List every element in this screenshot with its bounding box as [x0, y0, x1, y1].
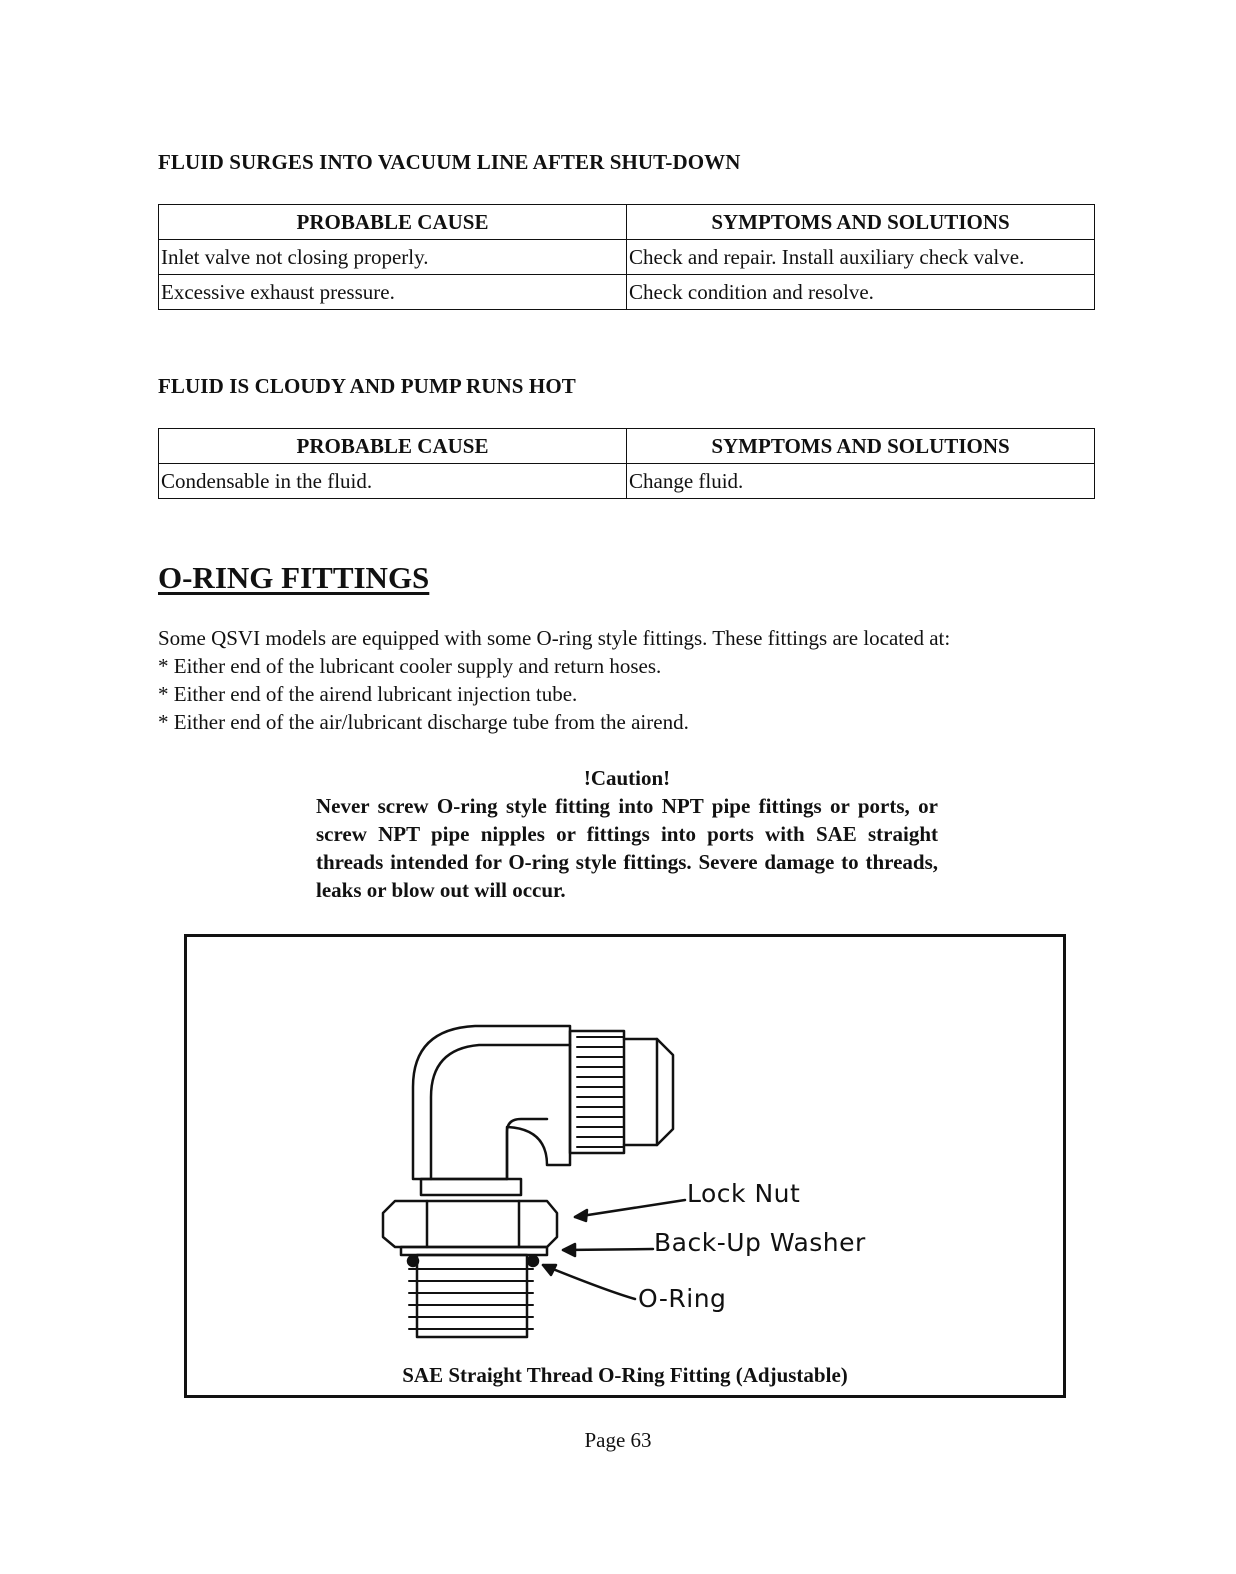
lock-nut-leader	[575, 1200, 685, 1217]
table-header-row	[159, 429, 1095, 464]
straight-thread-lines	[409, 1269, 533, 1329]
flare-nose	[624, 1039, 673, 1145]
body-neck	[421, 1179, 521, 1195]
troubleshooting-table-vacuum-surge	[158, 204, 1095, 310]
callout-o-ring: O-Ring	[638, 1284, 727, 1313]
callout-lock-nut: Lock Nut	[687, 1179, 801, 1208]
table-cell-cause: Inlet valve not closing properly.	[159, 240, 627, 275]
callout-backup-washer: Back-Up Washer	[654, 1228, 866, 1257]
caution-text: Never screw O-ring style fitting into NPT pipe fittings or ports, or screw NPT pipe nipples or fittings into ports with SAE straight threads intended for O-ring style fittings. Severe damage to threads, leaks or blow out will occur.	[316, 794, 938, 902]
section-heading-cloudy-fluid: FLUID IS CLOUDY AND PUMP RUNS HOT	[158, 374, 576, 398]
page-number: Page 63	[584, 1428, 652, 1452]
table-header-row	[159, 205, 1095, 240]
table-cell-solution: Check and repair. Install auxiliary check valve.	[627, 240, 1095, 275]
column-header-symptoms-solutions: SYMPTOMS AND SOLUTIONS	[627, 205, 1095, 240]
flare-thread-section	[570, 1031, 624, 1153]
straight-thread-end	[417, 1255, 527, 1337]
table-cell-cause: Excessive exhaust pressure.	[159, 275, 627, 310]
page-title-oring-fittings: O-RING FITTINGS	[158, 560, 430, 595]
oring-fitting-illustration	[187, 937, 1063, 1395]
figure-box	[184, 934, 1066, 1398]
flare-thread-lines	[577, 1037, 624, 1147]
table-cell-solution: Check condition and resolve.	[627, 275, 1095, 310]
caution-block	[316, 764, 938, 904]
table-row	[159, 240, 1095, 275]
oring-intro-text: Some QSVI models are equipped with some O-ring style fittings. These fittings are located at:	[158, 626, 951, 650]
backup-washer-leader	[563, 1249, 653, 1250]
section-heading-vacuum-surge: FLUID SURGES INTO VACUUM LINE AFTER SHUT-DOWN	[158, 150, 741, 174]
oring-dot-right	[528, 1256, 538, 1266]
table-row	[159, 275, 1095, 310]
column-header-probable-cause: PROBABLE CAUSE	[159, 429, 627, 464]
elbow-body	[413, 1026, 570, 1179]
lock-nut-arrow	[575, 1210, 587, 1221]
list-item: * Either end of the air/lubricant discharge tube from the airend.	[158, 710, 689, 734]
table-cell-solution: Change fluid.	[627, 464, 1095, 499]
table-row	[159, 464, 1095, 499]
list-item: * Either end of the airend lubricant injection tube.	[158, 682, 578, 706]
column-header-symptoms-solutions: SYMPTOMS AND SOLUTIONS	[627, 429, 1095, 464]
oring-intro-block	[158, 624, 1118, 736]
list-item: * Either end of the lubricant cooler supply and return hoses.	[158, 654, 662, 678]
oring-arrow	[543, 1265, 556, 1275]
table-cell-cause: Condensable in the fluid.	[159, 464, 627, 499]
lock-nut	[383, 1201, 557, 1247]
backup-washer-arrow	[563, 1244, 575, 1256]
oring-leader	[543, 1265, 635, 1299]
elbow-bevel	[431, 1045, 570, 1179]
figure-caption: SAE Straight Thread O-Ring Fitting (Adjustable)	[402, 1363, 848, 1387]
column-header-probable-cause: PROBABLE CAUSE	[159, 205, 627, 240]
troubleshooting-table-cloudy-fluid	[158, 428, 1095, 499]
caution-title: !Caution!	[583, 766, 671, 790]
